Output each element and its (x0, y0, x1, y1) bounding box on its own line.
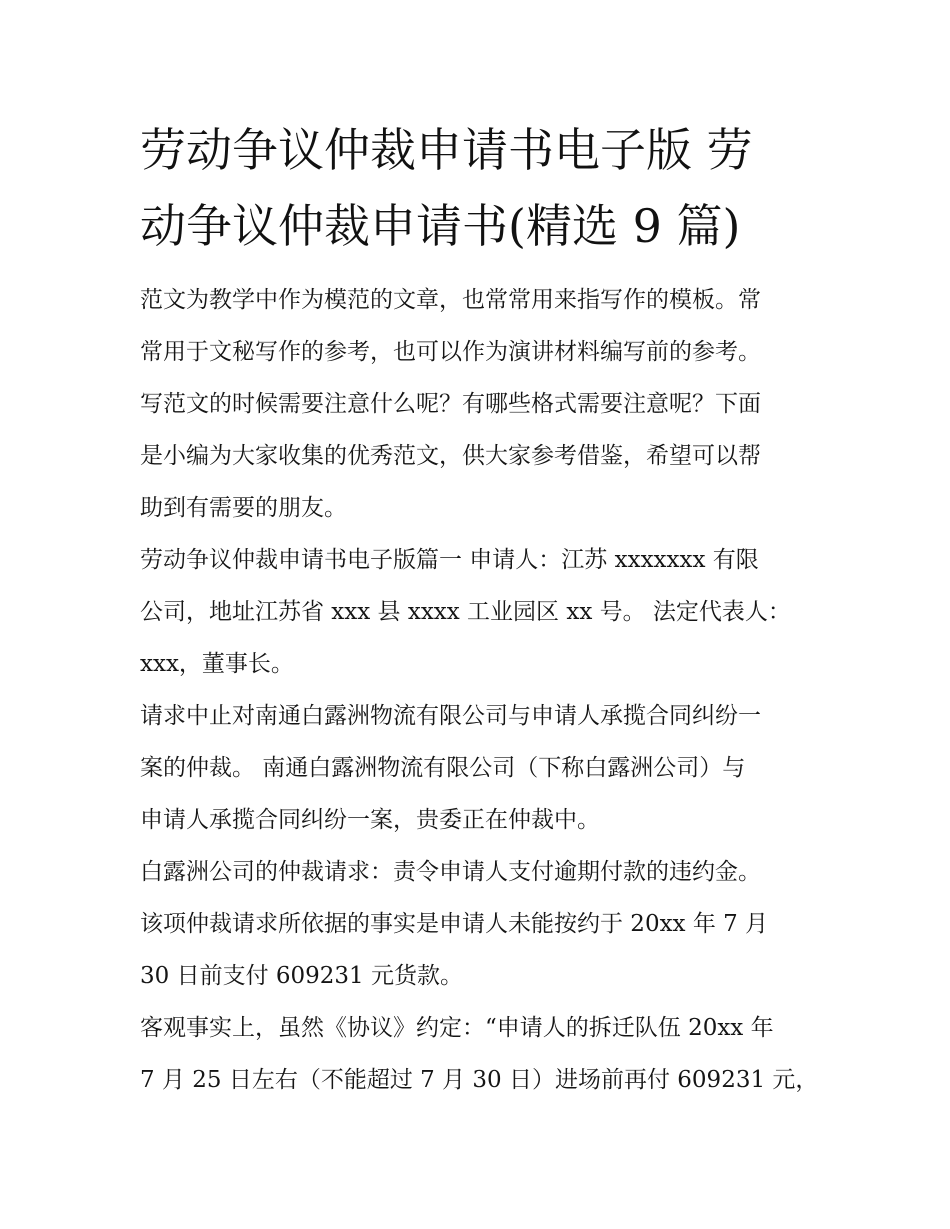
body-line: 客观事实上，虽然《协议》约定：“申请人的拆迁队伍 20xx 年 (140, 1015, 774, 1041)
title-line: 动争议仲裁申请书(精选 9 篇) (140, 199, 741, 253)
body-line: 公司，地址江苏省 xxx 县 xxxx 工业园区 xx 号。 法定代表人： (140, 599, 791, 625)
body-line: 常用于文秘写作的参考，也可以作为演讲材料编写前的参考。 (140, 339, 761, 365)
body-line: 白露洲公司的仲裁请求：责令申请人支付逾期付款的违约金。 (140, 859, 761, 885)
body-line: 劳动争议仲裁申请书电子版篇一 申请人：江苏 xxxxxxx 有限 (140, 547, 759, 573)
body-line: 助到有需要的朋友。 (140, 495, 347, 521)
body-line: 案的仲裁。 南通白露洲物流有限公司（下称白露洲公司）与 (140, 755, 746, 781)
body-line: 该项仲裁请求所依据的事实是申请人未能按约于 20xx 年 7 月 (140, 911, 769, 937)
document-title (140, 112, 830, 264)
document-body (140, 274, 830, 1106)
title-line: 劳动争议仲裁申请书电子版 劳 (140, 123, 753, 177)
body-line: 范文为教学中作为模范的文章，也常常用来指写作的模板。常 (140, 287, 761, 313)
body-line: xxx，董事长。 (140, 651, 294, 677)
body-line: 是小编为大家收集的优秀范文，供大家参考借鉴，希望可以帮 (140, 443, 761, 469)
body-line: 30 日前支付 609231 元货款。 (140, 963, 463, 989)
body-line: 7 月 25 日左右（不能超过 7 月 30 日）进场前再付 609231 元， (140, 1067, 819, 1093)
body-line: 请求中止对南通白露洲物流有限公司与申请人承揽合同纠纷一 (140, 703, 761, 729)
body-line: 写范文的时候需要注意什么呢？有哪些格式需要注意呢？下面 (140, 391, 761, 417)
body-line: 申请人承揽合同纠纷一案，贵委正在仲裁中。 (140, 807, 600, 833)
